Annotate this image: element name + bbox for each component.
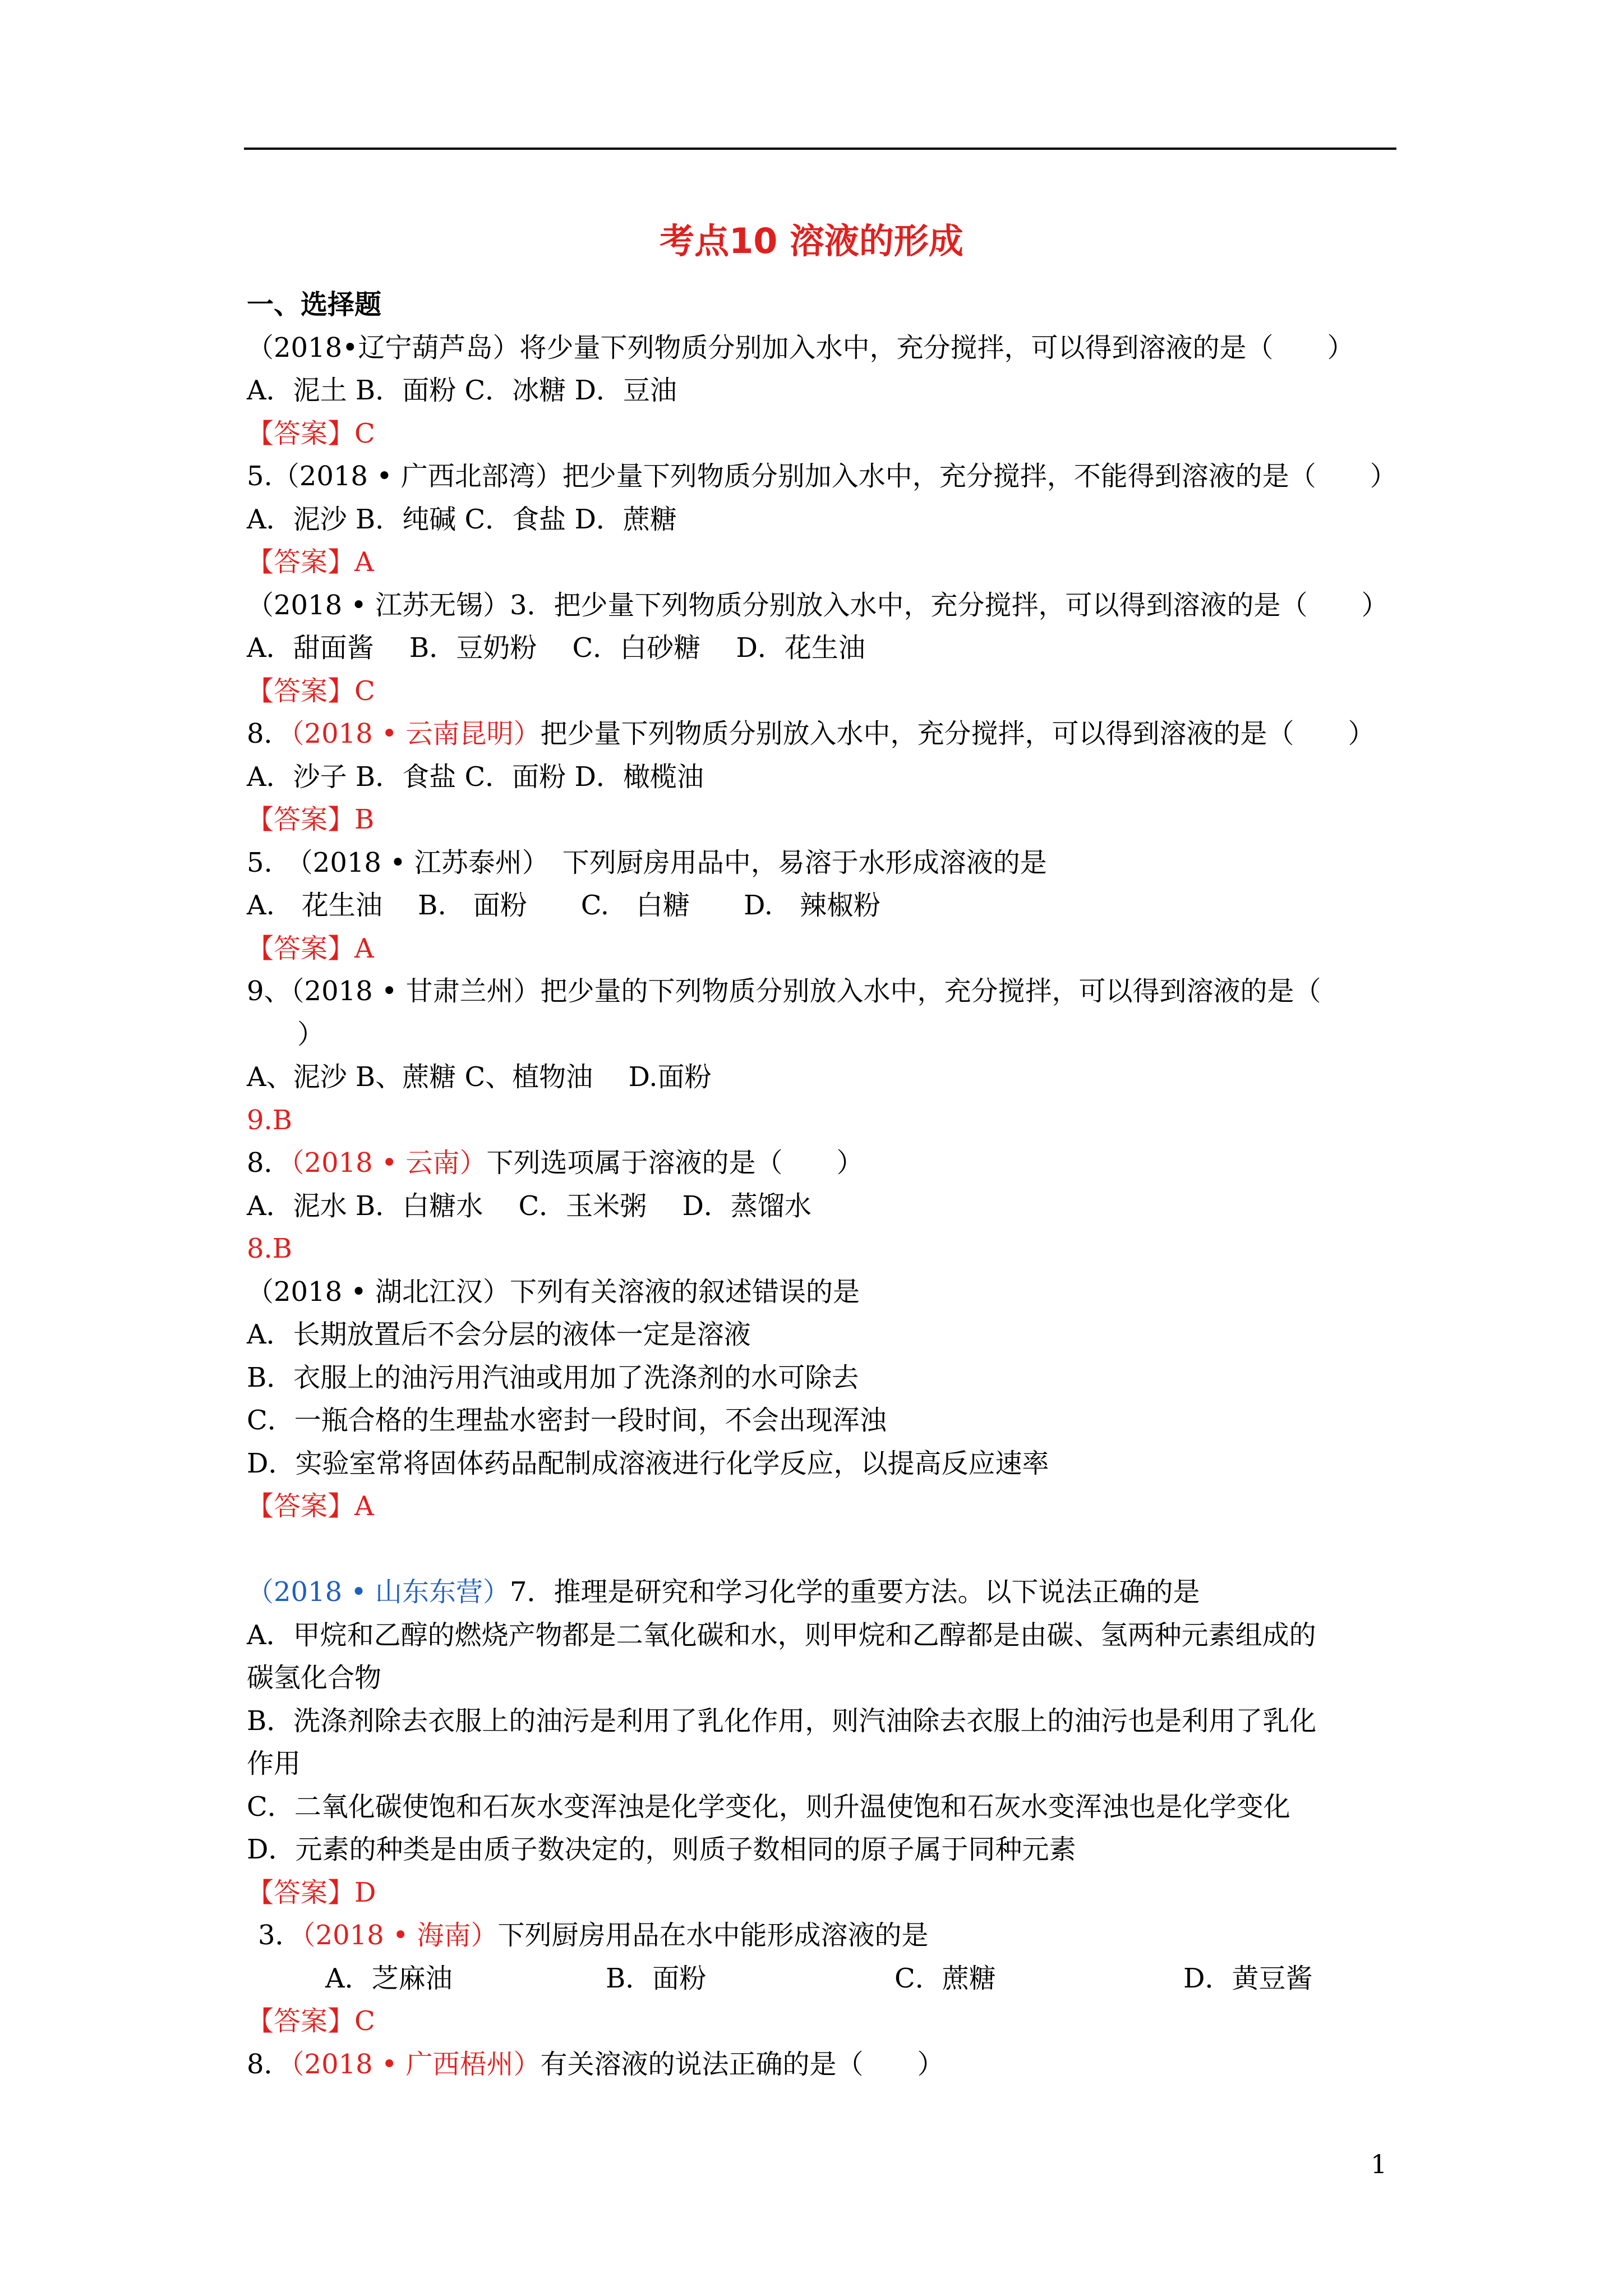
question-line: （2018 • 江苏无锡）3．把少量下列物质分别放入水中，充分搅拌，可以得到溶液的是（ ）: [247, 590, 1389, 621]
options-line: A．甜面酱 B．豆奶粉 C．白砂糖 D．花生油: [247, 632, 865, 664]
question-number: 8．: [247, 1147, 291, 1179]
question-number: 8．: [247, 718, 291, 749]
answer-line: 9.B: [247, 1105, 293, 1136]
question-line: 5. （2018 • 江苏泰州） 下列厨房用品中，易溶于水形成溶液的是: [247, 847, 1047, 878]
option-line-continued: 碳氢化合物: [247, 1662, 382, 1694]
options-line: A. 花生油 B. 面粉 C. 白糖 D. 辣椒粉: [247, 890, 881, 921]
answer-line: 【答案】A: [247, 1490, 374, 1522]
question-source: （2018 • 云南昆明）: [291, 718, 541, 749]
question-text: 有关溶液的说法正确的是（ ）: [540, 2049, 944, 2080]
question-source: （2018 • 云南）: [291, 1147, 487, 1179]
question-line: [247, 1571, 1200, 1613]
section-heading: 一、选择题: [247, 289, 382, 320]
options-line: A．泥土 B．面粉 C．冰糖 D．豆油: [247, 375, 677, 406]
page-title: 考点10 溶液的形成: [660, 220, 963, 261]
option-line: C．一瓶合格的生理盐水密封一段时间，不会出现浑浊: [247, 1405, 887, 1436]
question-line-continued: ）: [297, 1019, 325, 1050]
question-line: 5.（2018 • 广西北部湾）把少量下列物质分别加入水中，充分搅拌，不能得到溶液的是（ ）: [247, 461, 1397, 492]
answer-line: 【答案】C: [247, 2005, 375, 2037]
answer-line: 【答案】D: [247, 1877, 376, 1908]
option-b: B．面粉: [606, 1963, 707, 1994]
question-line: （2018•辽宁葫芦岛）将少量下列物质分别加入水中，充分搅拌，可以得到溶液的是（ ）: [247, 332, 1354, 364]
answer-line: 8.B: [247, 1233, 293, 1264]
option-line: B．洗涤剂除去衣服上的油污是利用了乳化作用，则汽油除去衣服上的油污也是利用了乳化: [247, 1705, 1317, 1737]
question-text: 7．推理是研究和学习化学的重要方法。以下说法正确的是: [510, 1576, 1200, 1608]
option-line: A．甲烷和乙醇的燃烧产物都是二氧化碳和水，则甲烷和乙醇都是由碳、氢两种元素组成的: [247, 1619, 1316, 1651]
question-number: 8．: [247, 2049, 291, 2080]
option-line: D．实验室常将固体药品配制成溶液进行化学反应，以提高反应速率: [247, 1448, 1049, 1479]
question-line: [247, 1142, 864, 1184]
answer-line: 【答案】A: [247, 933, 374, 964]
options-line: A．泥沙 B．纯碱 C．食盐 D．蔗糖: [247, 504, 677, 535]
question-source: （2018 • 广西梧州）: [291, 2049, 541, 2080]
question-line: （2018 • 湖北江汉）下列有关溶液的叙述错误的是: [247, 1276, 860, 1308]
question-line: [247, 2043, 944, 2086]
question-text: 下列选项属于溶液的是（ ）: [486, 1147, 864, 1179]
option-c: C．蔗糖: [895, 1963, 996, 1994]
header-rule: [244, 148, 1396, 150]
option-line: C．二氧化碳使饱和石灰水变浑浊是化学变化，则升温使饱和石灰水变浑浊也是化学变化: [247, 1791, 1290, 1823]
question-source: （2018 • 山东东营）: [247, 1576, 510, 1608]
question-text: 下列厨房用品在水中能形成溶液的是: [497, 1920, 929, 1951]
option-d: D．黄豆酱: [1183, 1963, 1313, 1994]
option-line: A．长期放置后不会分层的液体一定是溶液: [247, 1319, 751, 1350]
question-line: 9、（2018 • 甘肃兰州）把少量的下列物质分别放入水中，充分搅拌，可以得到溶液的是（: [247, 976, 1321, 1007]
options-line: A．沙子 B．食盐 C．面粉 D．橄榄油: [247, 761, 704, 793]
question-number: 3．: [258, 1920, 302, 1951]
question-line: [258, 1914, 929, 1957]
answer-line: 【答案】B: [247, 804, 375, 835]
page-number: 1: [1371, 2149, 1387, 2179]
option-line: B．衣服上的油污用汽油或用加了洗涤剂的水可除去: [247, 1362, 859, 1393]
option-a: A．芝麻油: [325, 1963, 453, 1994]
options-line: A、泥沙 B、蔗糖 C、植物油 D.面粉: [247, 1061, 712, 1093]
answer-line: 【答案】A: [247, 546, 374, 578]
question-text: 把少量下列物质分别放入水中，充分搅拌，可以得到溶液的是（ ）: [540, 718, 1375, 749]
question-source: （2018 • 海南）: [302, 1920, 498, 1951]
answer-line: 【答案】C: [247, 418, 375, 449]
question-line: [247, 712, 1375, 755]
option-line: D．元素的种类是由质子数决定的，则质子数相同的原子属于同种元素: [247, 1834, 1076, 1865]
option-line-continued: 作用: [247, 1748, 301, 1779]
options-line: A．泥水 B．白糖水 C．玉米粥 D．蒸馏水: [247, 1190, 811, 1222]
answer-line: 【答案】C: [247, 675, 375, 707]
